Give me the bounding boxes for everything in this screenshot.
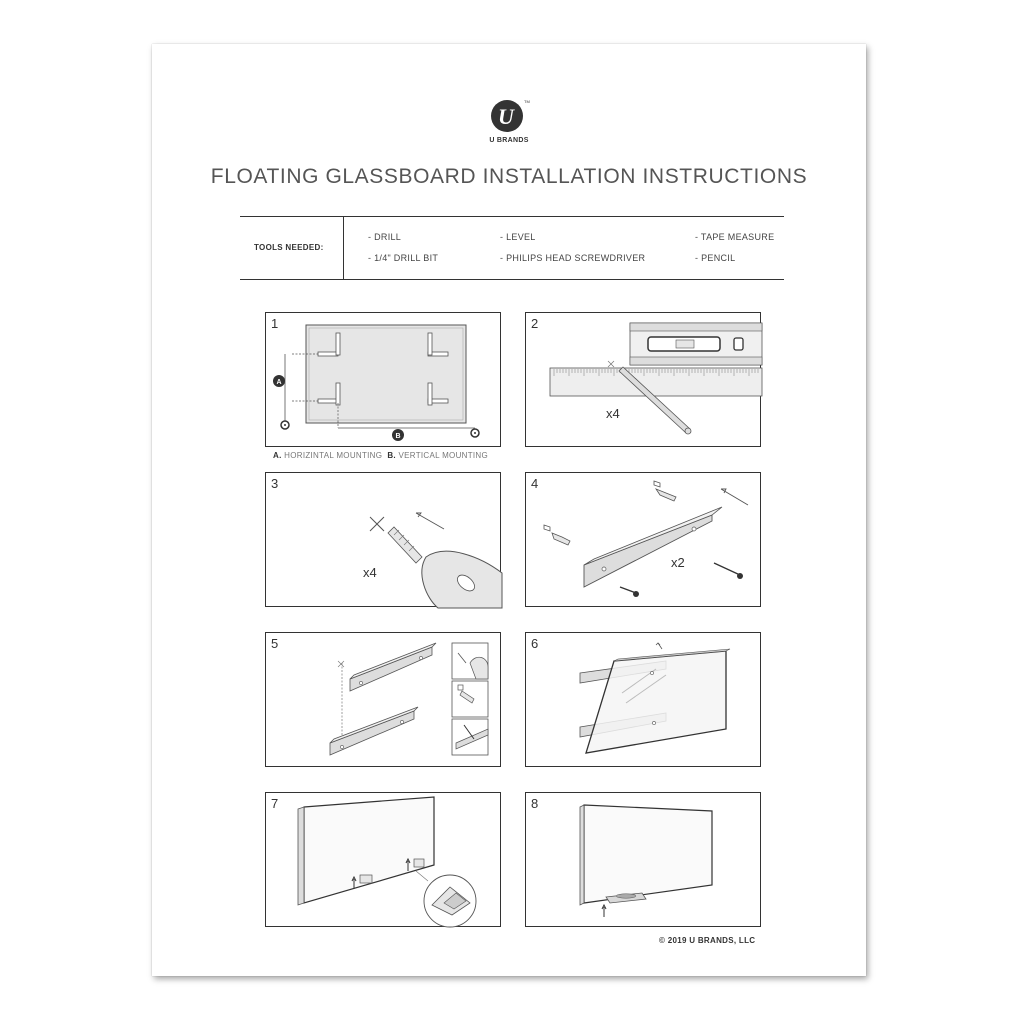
step-number: 2 (531, 316, 539, 331)
marker-a: A (276, 379, 282, 386)
step-number: 4 (531, 476, 539, 491)
step-7-panel (265, 792, 501, 927)
step-6-panel (525, 632, 761, 767)
step-6-illustration (526, 633, 762, 768)
caption-b-text: VERTICAL MOUNTING (398, 451, 489, 460)
step-number: 3 (271, 476, 279, 491)
step-8-illustration (526, 793, 762, 928)
step-2-illustration (526, 313, 762, 448)
step-4-illustration (526, 473, 762, 608)
tool-item: - LEVEL (500, 232, 536, 242)
step-3-illustration (266, 473, 502, 608)
step-5-panel (265, 632, 501, 767)
multiplier: x4 (363, 565, 377, 580)
caption-a-text: HORIZINTAL MOUNTING (284, 451, 383, 460)
step-4-panel (525, 472, 761, 607)
tool-item: - PENCIL (695, 253, 736, 263)
multiplier: x4 (606, 406, 620, 421)
tool-item: - 1/4" DRILL BIT (368, 253, 439, 263)
step-7-illustration (266, 793, 502, 928)
caption-b-key: B. (387, 451, 396, 460)
step-number: 6 (531, 636, 539, 651)
u-brands-logo (485, 95, 529, 139)
tool-item: - TAPE MEASURE (695, 232, 775, 242)
step-number: 5 (271, 636, 279, 651)
instruction-sheet (152, 44, 866, 976)
page-title: FLOATING GLASSBOARD INSTALLATION INSTRUCTIONS (210, 165, 808, 188)
tools-divider (343, 217, 344, 279)
step-3-panel (265, 472, 501, 607)
step-2-panel (525, 312, 761, 447)
step-number: 1 (271, 316, 279, 331)
logo-letter: U (498, 104, 514, 129)
trademark: TM (524, 99, 530, 104)
step-1-panel (265, 312, 501, 447)
brand-name: U BRANDS (489, 137, 529, 144)
tool-item: - PHILIPS HEAD SCREWDRIVER (500, 253, 646, 263)
tools-label: TOOLS NEEDED: (254, 243, 324, 252)
multiplier: x2 (671, 555, 685, 570)
caption-a-key: A. (273, 451, 282, 460)
tools-needed-table (240, 216, 784, 280)
copyright: © 2019 U BRANDS, LLC (659, 936, 756, 945)
tool-item: - DRILL (368, 232, 402, 242)
step-1-illustration (266, 313, 502, 448)
step-number: 8 (531, 796, 539, 811)
mounting-caption (273, 451, 488, 460)
step-5-illustration (266, 633, 502, 768)
marker-b: B (395, 433, 401, 440)
step-number: 7 (271, 796, 279, 811)
step-8-panel (525, 792, 761, 927)
